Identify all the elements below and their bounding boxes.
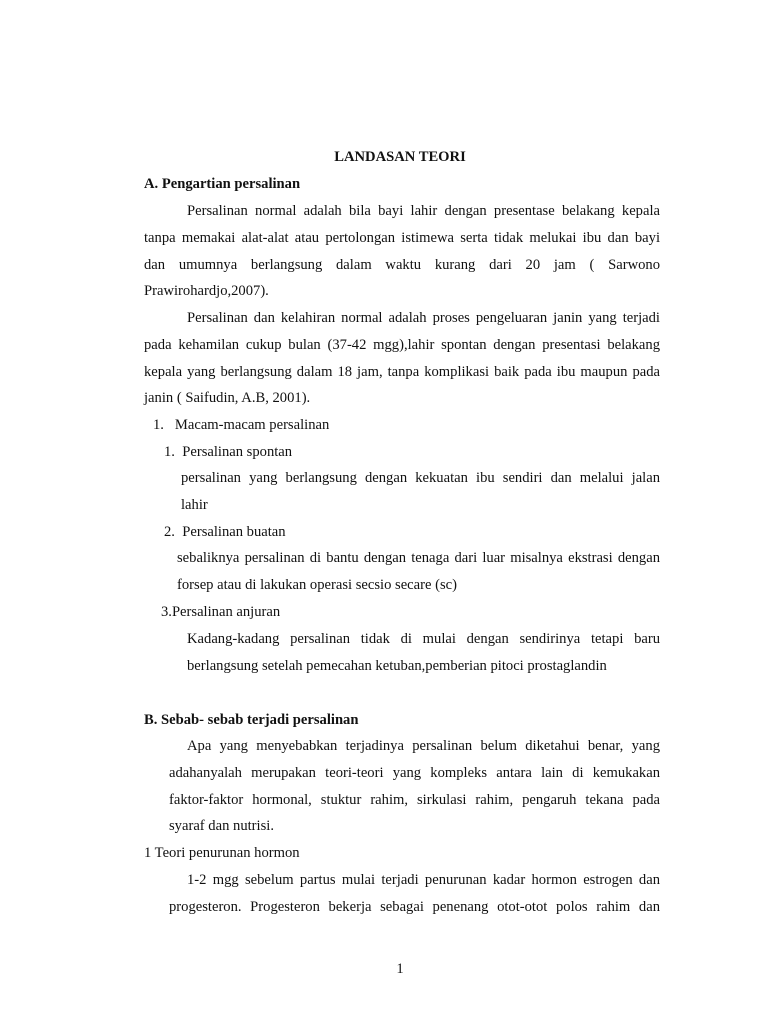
- section-b-heading: B. Sebab- sebab terjadi persalinan: [144, 712, 359, 728]
- section-a-p1-line: Prawirohardjo,2007).: [144, 283, 269, 299]
- list-item-text: lahir: [181, 497, 208, 513]
- list-item-text: Kadang-kadang persalinan tidak di mulai dengan sendirinya tetapi baru: [187, 631, 660, 647]
- list-item-text: persalinan yang berlangsung dengan kekuatan ibu sendiri dan melalui jalan: [181, 470, 660, 486]
- list-item-title: 3.Persalinan anjuran: [161, 604, 281, 620]
- theory-heading: 1 Teori penurunan hormon: [144, 845, 300, 861]
- theory-text-line: 1-2 mgg sebelum partus mulai terjadi penurunan kadar hormon estrogen dan: [187, 872, 660, 888]
- section-a-p1-line: Persalinan normal adalah bila bayi lahir dengan presentase belakang kepala: [187, 203, 660, 219]
- section-a-p1-line: dan umumnya berlangsung dalam waktu kurang dari 20 jam ( Sarwono: [144, 257, 660, 273]
- list-item-text: sebaliknya persalinan di bantu dengan tenaga dari luar misalnya ekstrasi dengan: [177, 550, 660, 566]
- list-item-title: 2. Persalinan buatan: [164, 524, 286, 540]
- list-heading: 1. Macam-macam persalinan: [153, 417, 330, 433]
- section-a-heading: A. Pengartian persalinan: [144, 176, 301, 192]
- list-item-title: 1. Persalinan spontan: [164, 444, 293, 460]
- section-b-p1-line: Apa yang menyebabkan terjadinya persalinan belum diketahui benar, yang: [187, 738, 660, 754]
- list-item-text: forsep atau di lakukan operasi secsio secare (sc): [177, 577, 457, 593]
- section-b-p1-line: faktor-faktor hormonal, stuktur rahim, sirkulasi rahim, pengaruh tekana pada: [169, 792, 660, 808]
- theory-text-line: progesteron. Progesteron bekerja sebagai penenang otot-otot polos rahim dan: [169, 899, 660, 915]
- section-a-p1-line: tanpa memakai alat-alat atau pertolongan istimewa serta tidak melukai ibu dan bayi: [144, 230, 660, 246]
- page-title: LANDASAN TEORI: [334, 149, 466, 165]
- section-b-p1-line: syaraf dan nutrisi.: [169, 818, 274, 834]
- section-a-p2-line: kepala yang berlangsung dalam 18 jam, tanpa komplikasi baik pada ibu maupun pada: [144, 364, 660, 380]
- list-item-text: berlangsung setelah pemecahan ketuban,pemberian pitoci prostaglandin: [187, 658, 607, 674]
- section-a-p2-line: pada kehamilan cukup bulan (37-42 mgg),lahir spontan dengan presentasi belakang: [144, 337, 660, 353]
- page-number: 1: [396, 961, 404, 977]
- section-a-p2-line: Persalinan dan kelahiran normal adalah proses pengeluaran janin yang terjadi: [187, 310, 660, 326]
- section-b-p1-line: adahanyalah merupakan teori-teori yang kompleks antara lain di kemukakan: [169, 765, 660, 781]
- section-a-p2-line: janin ( Saifudin, A.B, 2001).: [144, 390, 311, 406]
